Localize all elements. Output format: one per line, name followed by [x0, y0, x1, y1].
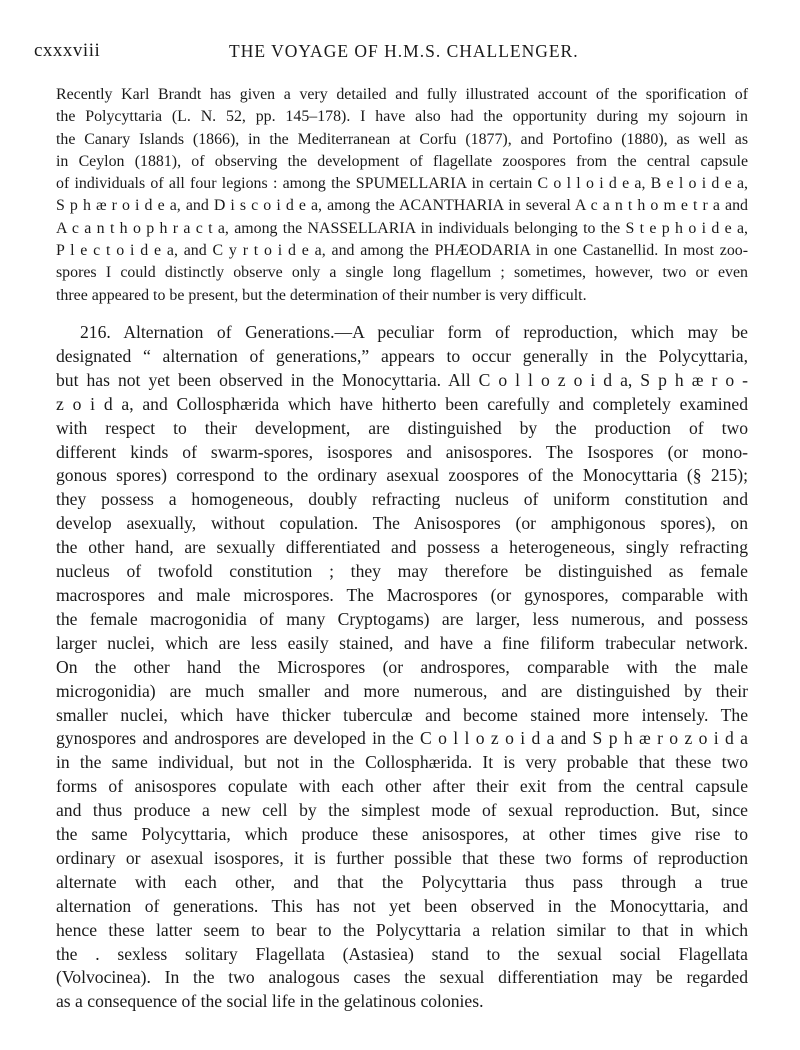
text-line: Recently Karl Brandt has given a very detailed and fully illustrated account of the sporification of [56, 86, 748, 103]
text-line: P l e c t o i d e a, and C y r t o i d e a, and among the PHÆODARIA in one Castanellid. In most zoo- [56, 242, 748, 260]
text-line: larger nuclei, which are less easily stained, and have a fine filiform trabecular network. [56, 632, 748, 653]
running-title: THE VOYAGE OF H.M.S. CHALLENGER. [229, 41, 579, 61]
text-line: in Ceylon (1881), of observing the development of flagellate zoospores from the central capsule [56, 152, 748, 170]
text-line: A c a n t h o p h r a c t a, among the NASSELLARIA in individuals belonging to the S t e p h o i d e a, [56, 219, 748, 237]
text-line: the female macrogonidia of many Cryptogams) are larger, less numerous, and possess [56, 608, 748, 629]
text-line: the . sexless solitary Flagellata (Astasiea) stand to the sexual social Flagellata [56, 943, 748, 964]
page-number: cxxxviii [34, 40, 101, 61]
text-line: On the other hand the Microspores (or androspores, comparable with the male [56, 656, 748, 677]
text-line: different kinds of swarm-spores, isospores and anisospores. The Isospores (or mono- [56, 441, 748, 462]
text-line: and thus produce a new cell by the simplest mode of sexual reproduction. But, since [56, 800, 748, 821]
text-line: spores I could distinctly observe only a single long flagellum ; sometimes, however, two or even [56, 264, 748, 282]
text-line: but has not yet been observed in the Monocyttaria. All C o l l o z o i d a, S p h æ r o - [56, 369, 748, 390]
text-line: microgonidia) are much smaller and more numerous, and are distinguished by their [56, 680, 748, 701]
text-line: S p h æ r o i d e a, and D i s c o i d e a, among the ACANTHARIA in several A c a n t h o m e t r a and [56, 197, 748, 215]
text-line: macrospores and male microspores. The Macrospores (or gynospores, comparable with [56, 584, 748, 605]
text-line: gonous spores) correspond to the ordinary asexual zoospores of the Monocyttaria (§ 215); [56, 465, 748, 486]
text-line: alternation of generations. This has not yet been observed in the Monocyttaria, and [56, 895, 748, 916]
text-line: as a consequence of the social life in the gelatinous colonies. [56, 991, 484, 1012]
text-line: gynospores and androspores are developed in the C o l l o z o i d a and S p h æ r o z o i d a [56, 728, 748, 749]
text-line: develop asexually, without copulation. The Anisospores (or amphigonous spores), on [56, 513, 748, 534]
text-line: forms of anisospores copulate with each other after their exit from the central capsule [56, 776, 748, 797]
text-line: the Polycyttaria (L. N. 52, pp. 145–178). I have also had the opportunity during my sojourn in [56, 108, 748, 126]
text-line: z o i d a, and Collosphærida which have hitherto been carefully and completely examined [56, 393, 748, 414]
paragraph-alternation-of-generations [56, 321, 748, 1014]
section-heading-line: 216. Alternation of Generations.—A peculiar form of reproduction, which may be [80, 322, 748, 342]
text-line: the Canary Islands (1866), in the Mediterranean at Corfu (1877), and Portofino (1880), as well as [56, 130, 748, 148]
page-header [34, 40, 766, 66]
text-line: the same Polycyttaria, which produce these anisospores, at other times give rise to [56, 824, 748, 845]
text-line: ordinary or asexual isospores, it is further possible that these two forms of reproduction [56, 847, 748, 868]
text-line: three appeared to be present, but the determination of their number is very difficult. [56, 286, 587, 304]
text-line: with respect to their development, are distinguished by the production of two [56, 417, 748, 438]
text-line: hence these latter seem to bear to the Polycyttaria a relation similar to that in which [56, 919, 748, 940]
text-line: in the same individual, but not in the Collosphærida. It is very probable that these two [56, 752, 748, 773]
text-line: they possess a homogeneous, doubly refracting nucleus of uniform constitution and [56, 489, 748, 510]
text-line: of individuals of all four legions : among the SPUMELLARIA in certain C o l l o i d e a, B e l o i d e a, [56, 175, 748, 193]
text-line: designated “ alternation of generations,” appears to occur generally in the Polycyttaria, [56, 345, 748, 366]
text-line: alternate with each other, and that the Polycyttaria thus pass through a true [56, 871, 748, 892]
text-line: nucleus of twofold constitution ; they may therefore be distinguished as female [56, 561, 748, 582]
paragraph-sporification [56, 84, 748, 307]
text-line: the other hand, are sexually differentiated and possess a heterogeneous, singly refracting [56, 537, 748, 558]
text-line: (Volvocinea). In the two analogous cases the sexual differentiation may be regarded [56, 967, 748, 988]
text-line: smaller nuclei, which have thicker tuberculæ and become stained more intensely. The [56, 704, 748, 725]
